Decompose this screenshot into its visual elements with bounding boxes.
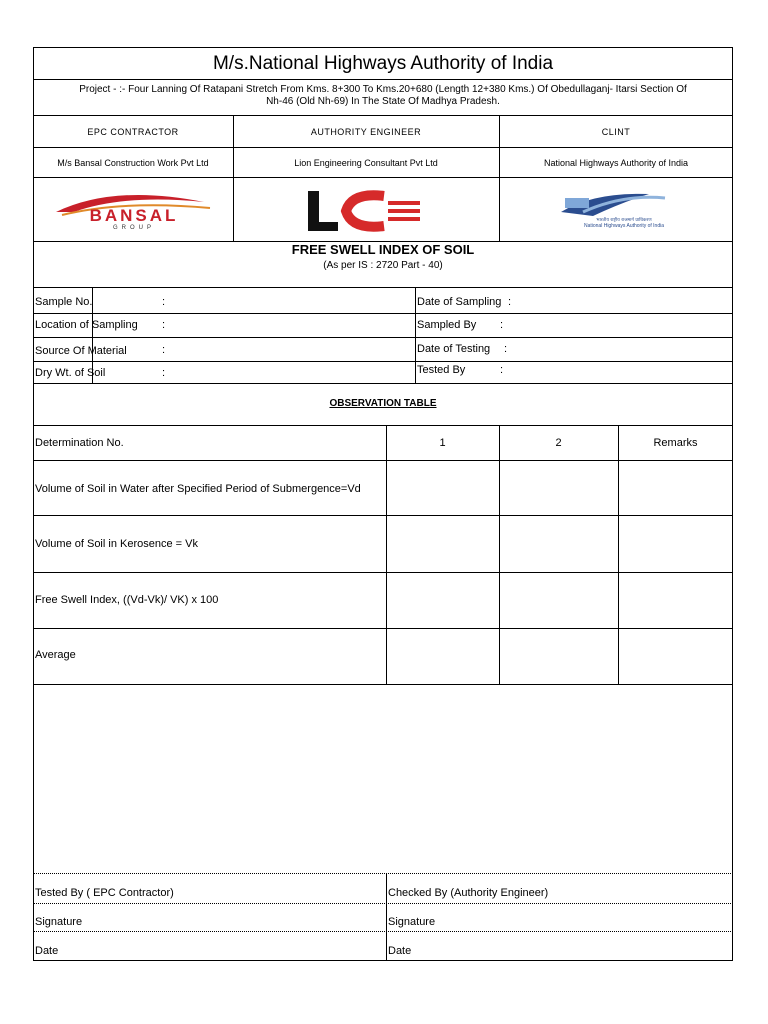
divider bbox=[33, 115, 733, 116]
colon: : bbox=[162, 296, 166, 308]
epc-contractor-label: EPC CONTRACTOR bbox=[87, 127, 179, 137]
average-row: Average bbox=[35, 649, 76, 661]
divider bbox=[33, 572, 733, 573]
colon: : bbox=[508, 296, 512, 308]
divider bbox=[33, 903, 733, 904]
divider bbox=[33, 515, 733, 516]
dry-wt-label: Dry Wt. of Soil bbox=[35, 367, 106, 379]
divider bbox=[33, 313, 733, 314]
project-line-1: Project - :- Four Lanning Of Ratapani Stretch From Kms. 8+300 To Kms.20+680 (Length 12+380 Kms.) Of Obedullaganj- Itarsi Section Of bbox=[79, 84, 687, 95]
tested-by-epc-label: Tested By ( EPC Contractor) bbox=[35, 887, 174, 899]
bansal-logo-text: BANSAL bbox=[89, 206, 179, 225]
form-title: FREE SWELL INDEX OF SOIL bbox=[291, 242, 475, 257]
location-of-sampling-label: Location of Sampling bbox=[35, 319, 138, 331]
divider bbox=[33, 337, 733, 338]
authority-engineer-label: AUTHORITY ENGINEER bbox=[310, 127, 422, 137]
free-swell-index-row: Free Swell Index, ((Vd-Vk)/ VK) x 100 bbox=[35, 594, 219, 606]
colon: : bbox=[500, 319, 504, 331]
authority-engineer-name: Lion Engineering Consultant Pvt Ltd bbox=[294, 158, 438, 168]
sampled-by-label: Sampled By bbox=[417, 319, 477, 331]
date-of-testing-label: Date of Testing bbox=[417, 343, 491, 355]
colon: : bbox=[504, 343, 508, 355]
nhai-logo-hindi: भारतीय राष्ट्रीय राजमार्ग प्राधिकरण bbox=[596, 218, 652, 223]
divider bbox=[386, 425, 387, 684]
nhai-logo bbox=[553, 188, 695, 230]
divider bbox=[33, 873, 733, 874]
client-label: CLINT bbox=[601, 127, 631, 137]
divider bbox=[33, 628, 733, 629]
epc-contractor-name: M/s Bansal Construction Work Pvt Ltd bbox=[57, 158, 209, 168]
date-left-label: Date bbox=[35, 945, 59, 957]
divider bbox=[33, 79, 733, 80]
volume-in-water-row: Volume of Soil in Water after Specified Period of Submergence=Vd bbox=[35, 483, 361, 495]
divider bbox=[33, 460, 733, 461]
colon: : bbox=[162, 319, 166, 331]
date-of-sampling-label: Date of Sampling bbox=[417, 296, 502, 308]
divider bbox=[33, 177, 733, 178]
checked-by-engineer-label: Checked By (Authority Engineer) bbox=[388, 887, 549, 899]
remarks-header: Remarks bbox=[653, 437, 698, 449]
bansal-logo bbox=[54, 190, 214, 230]
page-title: M/s.National Highways Authority of India bbox=[212, 53, 554, 74]
determination-2-header: 2 bbox=[555, 437, 562, 449]
date-right-label: Date bbox=[388, 945, 412, 957]
divider bbox=[33, 425, 733, 426]
sample-no-label: Sample No. bbox=[35, 296, 93, 308]
divider bbox=[415, 287, 416, 383]
source-of-material-label: Source Of Material bbox=[35, 345, 127, 357]
determination-no-header: Determination No. bbox=[35, 437, 124, 449]
nhai-logo-english: National Highways Authority of India bbox=[583, 223, 665, 229]
volume-in-kerosene-row: Volume of Soil in Kerosence = Vk bbox=[35, 538, 198, 550]
divider bbox=[33, 287, 733, 288]
divider bbox=[33, 684, 733, 685]
signature-left-label: Signature bbox=[35, 916, 83, 928]
project-line-2: Nh-46 (Old Nh-69) In The State Of Madhya Pradesh. bbox=[266, 96, 500, 107]
colon: : bbox=[162, 367, 166, 379]
signature-right-label: Signature bbox=[388, 916, 436, 928]
divider bbox=[33, 931, 733, 932]
form-subtitle: (As per IS : 2720 Part - 40) bbox=[323, 260, 443, 271]
divider bbox=[618, 425, 619, 684]
divider bbox=[33, 383, 733, 384]
divider bbox=[33, 147, 733, 148]
colon: : bbox=[162, 344, 166, 356]
determination-1-header: 1 bbox=[439, 437, 446, 449]
lce-logo bbox=[306, 188, 422, 234]
observation-heading: OBSERVATION TABLE bbox=[329, 398, 437, 409]
colon: : bbox=[500, 364, 504, 376]
client-name: National Highways Authority of India bbox=[543, 158, 689, 168]
form-sheet bbox=[33, 47, 733, 961]
divider bbox=[499, 425, 500, 684]
divider bbox=[386, 873, 387, 961]
bansal-logo-subtext: GROUP bbox=[112, 225, 156, 230]
divider bbox=[33, 361, 733, 362]
tested-by-label: Tested By bbox=[417, 364, 466, 376]
